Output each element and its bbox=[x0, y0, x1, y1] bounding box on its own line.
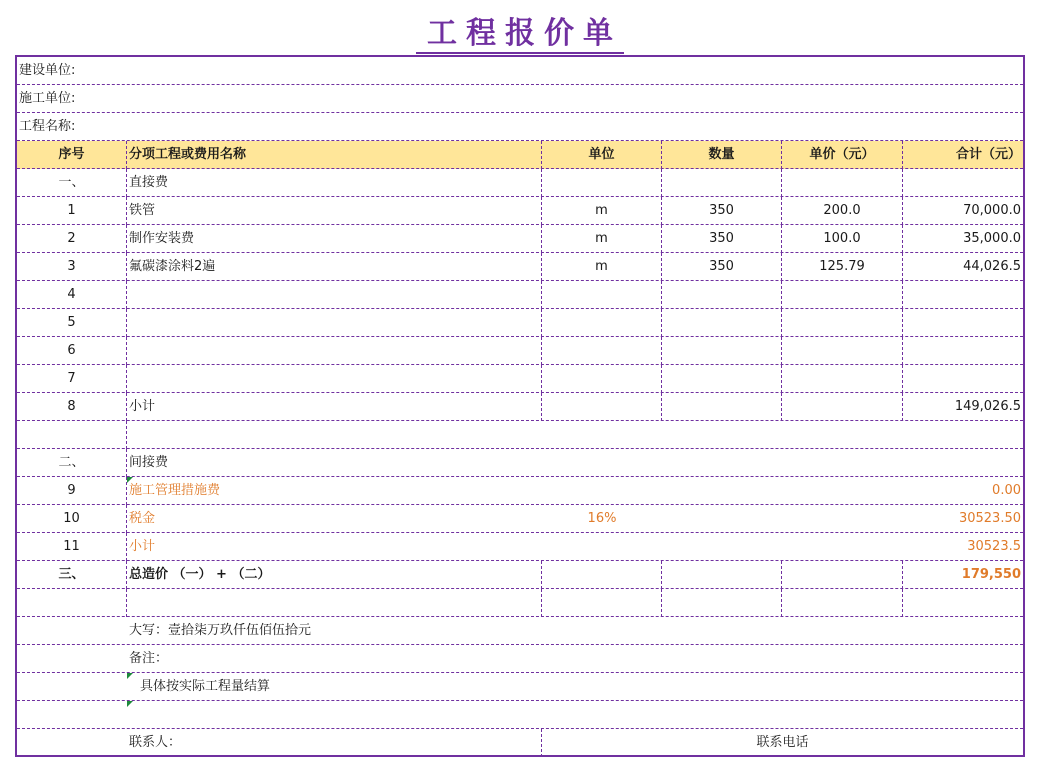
info-row-construction-unit[interactable] bbox=[17, 57, 1023, 85]
table-row bbox=[17, 421, 1023, 449]
item-total[interactable] bbox=[903, 365, 1023, 393]
item-index[interactable]: 1 bbox=[17, 197, 127, 225]
item-unit-price[interactable]: 125.79 bbox=[782, 253, 903, 281]
table-row bbox=[17, 505, 1023, 533]
cell[interactable] bbox=[17, 421, 127, 449]
title-text: 工程报价单 bbox=[416, 16, 624, 54]
cell[interactable] bbox=[17, 673, 127, 701]
item-unit[interactable]: m bbox=[542, 225, 662, 253]
item-name[interactable]: 氟碳漆涂料2遍 bbox=[127, 253, 542, 281]
cell[interactable] bbox=[542, 169, 662, 197]
header-quantity[interactable]: 数量 bbox=[662, 141, 782, 169]
item-name[interactable] bbox=[127, 309, 542, 337]
table-row bbox=[17, 225, 1023, 253]
item-name[interactable]: 施工管理措施费 bbox=[129, 483, 221, 498]
item-total[interactable]: 0.00 bbox=[992, 483, 1021, 498]
item-index[interactable]: 2 bbox=[17, 225, 127, 253]
subtotal-total[interactable]: 149,026.5 bbox=[954, 399, 1021, 414]
cell[interactable] bbox=[662, 561, 782, 589]
remarks-text[interactable]: 具体按实际工程量结算 bbox=[140, 679, 271, 694]
grand-total-row bbox=[17, 561, 1023, 589]
item-unit[interactable] bbox=[542, 309, 662, 337]
item-name[interactable] bbox=[127, 365, 542, 393]
item-unit-price[interactable]: 200.0 bbox=[782, 197, 903, 225]
item-quantity[interactable]: 350 bbox=[662, 197, 782, 225]
table-row bbox=[17, 449, 1023, 477]
builder-unit-label[interactable]: 施工单位: bbox=[19, 91, 76, 106]
cell[interactable] bbox=[17, 617, 127, 645]
grand-total-index[interactable]: 三、 bbox=[17, 561, 127, 589]
item-unit[interactable] bbox=[542, 365, 662, 393]
page-title bbox=[0, 8, 1040, 52]
cell[interactable] bbox=[903, 589, 1023, 617]
item-unit-price[interactable] bbox=[782, 337, 903, 365]
item-unit[interactable]: m bbox=[542, 253, 662, 281]
item-total[interactable] bbox=[903, 281, 1023, 309]
item-index[interactable]: 7 bbox=[17, 365, 127, 393]
construction-unit-label[interactable]: 建设单位: bbox=[19, 63, 76, 78]
item-total[interactable]: 30523.5 bbox=[967, 539, 1021, 554]
cell[interactable] bbox=[782, 393, 903, 421]
item-unit[interactable] bbox=[542, 337, 662, 365]
item-total[interactable] bbox=[903, 309, 1023, 337]
table-header-row bbox=[17, 141, 1023, 169]
item-quantity[interactable]: 350 bbox=[662, 225, 782, 253]
cell[interactable] bbox=[127, 589, 542, 617]
item-unit-price[interactable]: 100.0 bbox=[782, 225, 903, 253]
item-quantity[interactable] bbox=[662, 309, 782, 337]
item-index[interactable]: 3 bbox=[17, 253, 127, 281]
header-index[interactable]: 序号 bbox=[17, 141, 127, 169]
item-name[interactable]: 制作安装费 bbox=[127, 225, 542, 253]
cell[interactable] bbox=[17, 729, 127, 757]
item-unit[interactable] bbox=[542, 281, 662, 309]
remarks-text-row bbox=[17, 673, 1023, 701]
table-row bbox=[17, 253, 1023, 281]
quotation-sheet bbox=[15, 55, 1025, 757]
grand-total-value[interactable]: 179,550 bbox=[961, 567, 1021, 582]
cell[interactable] bbox=[662, 393, 782, 421]
info-row-builder-unit[interactable] bbox=[17, 85, 1023, 113]
section-index[interactable]: 二、 bbox=[17, 449, 127, 477]
section-index[interactable]: 一、 bbox=[17, 169, 127, 197]
cell[interactable] bbox=[542, 589, 662, 617]
item-name[interactable] bbox=[127, 337, 542, 365]
table-row bbox=[17, 533, 1023, 561]
cell[interactable] bbox=[17, 701, 127, 729]
info-row-project-name[interactable] bbox=[17, 113, 1023, 141]
item-quantity[interactable] bbox=[662, 337, 782, 365]
item-index[interactable]: 11 bbox=[17, 533, 127, 561]
remarks-label-row bbox=[17, 645, 1023, 673]
item-unit[interactable]: m bbox=[542, 197, 662, 225]
item-name[interactable]: 税金 bbox=[129, 511, 156, 526]
header-unit-price[interactable]: 单价（元） bbox=[782, 141, 903, 169]
item-name[interactable]: 小计 bbox=[129, 539, 156, 554]
subtotal-row bbox=[17, 393, 1023, 421]
cell[interactable] bbox=[782, 561, 903, 589]
cell[interactable] bbox=[782, 169, 903, 197]
cell[interactable] bbox=[17, 589, 127, 617]
item-total[interactable]: 30523.50 bbox=[958, 511, 1021, 526]
table-row bbox=[17, 365, 1023, 393]
header-name[interactable]: 分项工程或费用名称 bbox=[127, 141, 542, 169]
contact-label[interactable]: 联系人： bbox=[127, 729, 542, 757]
item-unit-price[interactable] bbox=[782, 365, 903, 393]
grand-total-name[interactable]: 总造价 （一） + （二） bbox=[127, 561, 542, 589]
item-total[interactable]: 70,000.0 bbox=[963, 203, 1021, 218]
cell[interactable] bbox=[903, 169, 1023, 197]
cell[interactable] bbox=[662, 169, 782, 197]
subtotal-name[interactable]: 小计 bbox=[127, 393, 542, 421]
amount-in-words-row bbox=[17, 617, 1023, 645]
table-row bbox=[17, 169, 1023, 197]
item-index[interactable]: 5 bbox=[17, 309, 127, 337]
item-rate[interactable]: 16% bbox=[587, 511, 617, 526]
item-quantity[interactable] bbox=[662, 281, 782, 309]
item-unit-price[interactable] bbox=[782, 281, 903, 309]
section-name[interactable]: 间接费 bbox=[129, 455, 169, 470]
cell[interactable] bbox=[542, 561, 662, 589]
header-unit[interactable]: 单位 bbox=[542, 141, 662, 169]
section-name[interactable]: 直接费 bbox=[127, 169, 542, 197]
table-row bbox=[17, 197, 1023, 225]
amount-in-words[interactable]: 大写：壹拾柒万玖仟伍佰伍拾元 bbox=[129, 623, 312, 638]
contact-row bbox=[17, 729, 1023, 755]
cell[interactable] bbox=[127, 421, 1023, 449]
table-row bbox=[17, 281, 1023, 309]
item-index[interactable]: 9 bbox=[17, 477, 127, 505]
table-row bbox=[17, 337, 1023, 365]
item-index[interactable]: 6 bbox=[17, 337, 127, 365]
item-total[interactable]: 44,026.5 bbox=[963, 259, 1021, 274]
item-total[interactable] bbox=[903, 337, 1023, 365]
comment-marker-icon bbox=[127, 477, 133, 483]
cell[interactable] bbox=[662, 589, 782, 617]
project-name-label[interactable]: 工程名称: bbox=[19, 119, 76, 134]
cell[interactable] bbox=[782, 589, 903, 617]
item-name[interactable] bbox=[127, 281, 542, 309]
item-index[interactable]: 4 bbox=[17, 281, 127, 309]
cell[interactable] bbox=[542, 393, 662, 421]
table-row bbox=[17, 309, 1023, 337]
table-row bbox=[17, 701, 1023, 729]
cell[interactable] bbox=[127, 701, 1023, 729]
item-quantity[interactable]: 350 bbox=[662, 253, 782, 281]
subtotal-index[interactable]: 8 bbox=[17, 393, 127, 421]
remarks-label[interactable]: 备注： bbox=[129, 651, 169, 666]
table-row bbox=[17, 477, 1023, 505]
item-name[interactable]: 铁管 bbox=[127, 197, 542, 225]
header-total[interactable]: 合计（元） bbox=[955, 147, 1021, 162]
item-index[interactable]: 10 bbox=[17, 505, 127, 533]
item-total[interactable]: 35,000.0 bbox=[963, 231, 1021, 246]
item-quantity[interactable] bbox=[662, 365, 782, 393]
table-row bbox=[17, 589, 1023, 617]
cell[interactable] bbox=[17, 645, 127, 673]
item-unit-price[interactable] bbox=[782, 309, 903, 337]
phone-label[interactable]: 联系电话 bbox=[756, 735, 809, 750]
comment-marker-icon bbox=[127, 701, 133, 707]
comment-marker-icon bbox=[127, 673, 133, 679]
